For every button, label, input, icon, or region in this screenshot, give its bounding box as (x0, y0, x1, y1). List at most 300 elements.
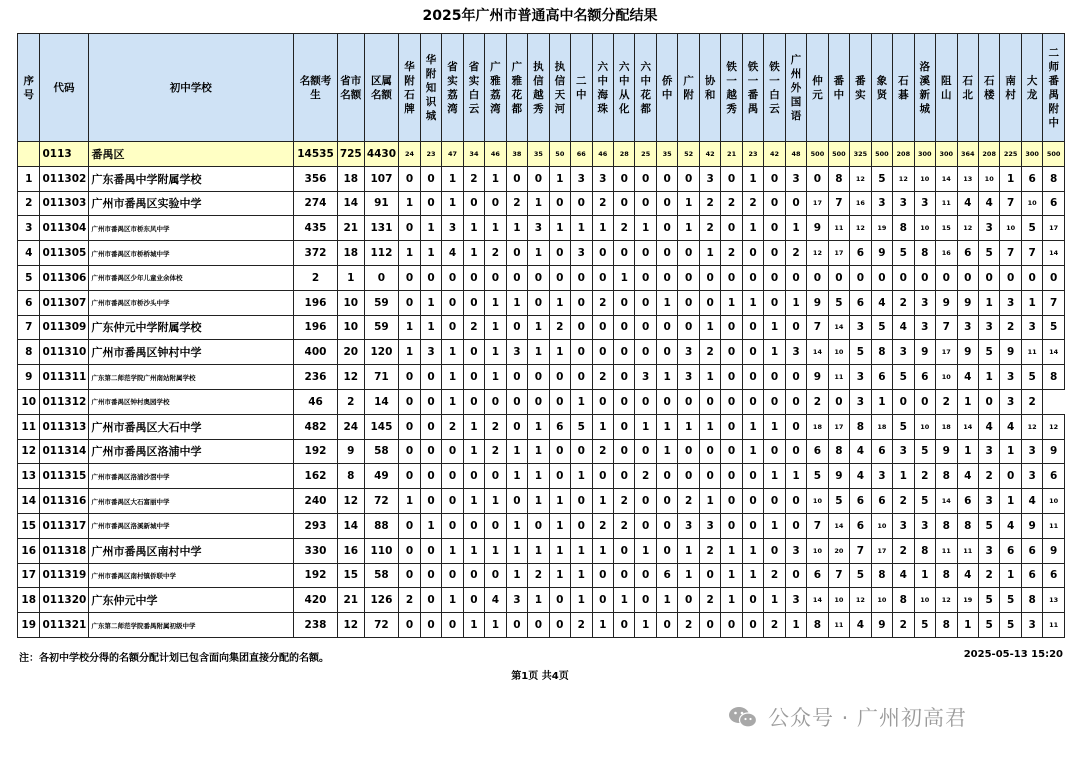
row-target-value: 16 (936, 241, 957, 266)
row-target-value: 500 (807, 142, 828, 167)
row-target-value: 6 (1021, 563, 1042, 588)
row-target-value: 35 (656, 142, 677, 167)
row-target-value: 1 (399, 241, 420, 266)
row-target-value: 1 (699, 365, 720, 390)
row-target-value: 0 (485, 191, 506, 216)
row-target-value: 0 (420, 414, 441, 439)
row-target-value: 0 (785, 389, 806, 414)
row-target-value: 1 (528, 414, 549, 439)
row-target-value: 0 (399, 365, 420, 390)
row-target-value: 42 (699, 142, 720, 167)
row-target-value: 0 (1000, 265, 1021, 290)
row-target-value: 6 (957, 489, 978, 514)
row-code: 011304 (40, 216, 88, 241)
row-school-name: 广州市番禺区少年儿童业余体校 (88, 265, 294, 290)
row-code: 011319 (40, 563, 88, 588)
row-target-value: 1 (420, 216, 441, 241)
row-target-value: 23 (420, 142, 441, 167)
row-target-value: 12 (850, 588, 871, 613)
row-district: 91 (364, 191, 399, 216)
row-target-value: 0 (764, 241, 785, 266)
row-target-value: 0 (420, 166, 441, 191)
col-header-school: 初中学校 (88, 34, 294, 142)
row-target-value: 1 (485, 365, 506, 390)
row-target-value: 325 (850, 142, 871, 167)
table-row (18, 489, 1065, 514)
row-target-value: 4 (957, 191, 978, 216)
row-district: 131 (364, 216, 399, 241)
row-target-value: 1 (764, 588, 785, 613)
row-code: 011307 (40, 290, 88, 315)
row-target-value: 0 (571, 290, 592, 315)
row-seq: 4 (18, 241, 40, 266)
page-title: 2025年广州市普通高中名额分配结果 (422, 8, 658, 24)
row-target-value: 1 (1000, 489, 1021, 514)
row-target-value: 8 (936, 464, 957, 489)
row-target-value: 0 (936, 265, 957, 290)
row-provincial: 14 (337, 191, 364, 216)
row-target-value: 0 (635, 241, 656, 266)
row-target-value: 1 (742, 166, 763, 191)
row-target-value: 300 (1021, 142, 1042, 167)
row-target-value: 1 (592, 414, 613, 439)
col-header-target: 南村 (1000, 34, 1021, 142)
row-target-value: 3 (635, 365, 656, 390)
row-target-value: 2 (699, 588, 720, 613)
row-target-value: 11 (1021, 340, 1042, 365)
row-target-value: 0 (506, 241, 527, 266)
row-target-value: 0 (914, 389, 935, 414)
row-target-value: 11 (957, 538, 978, 563)
row-provincial: 18 (337, 166, 364, 191)
watermark-text: 公众号 · 广州初高君 (768, 706, 968, 730)
row-target-value: 1 (442, 191, 463, 216)
table-row (18, 340, 1065, 365)
row-provincial: 12 (337, 613, 364, 638)
row-target-value: 5 (828, 489, 849, 514)
row-target-value: 0 (463, 265, 484, 290)
row-target-value: 1 (592, 613, 613, 638)
row-target-value: 4 (893, 563, 914, 588)
row-target-value: 46 (592, 142, 613, 167)
row-target-value: 0 (614, 613, 635, 638)
row-target-value: 10 (1000, 216, 1021, 241)
row-target-value: 4 (957, 464, 978, 489)
row-code: 0113 (40, 142, 88, 167)
row-seq: 15 (18, 513, 40, 538)
col-header-target: 仲元 (807, 34, 828, 142)
row-target-value: 3 (678, 513, 699, 538)
row-target-value: 2 (978, 563, 999, 588)
row-target-value: 14 (828, 315, 849, 340)
col-header-target: 铁一越秀 (721, 34, 742, 142)
row-target-value: 6 (914, 365, 935, 390)
row-target-value: 0 (614, 290, 635, 315)
row-target-value: 5 (1000, 588, 1021, 613)
row-target-value: 10 (871, 513, 892, 538)
row-target-value: 3 (978, 315, 999, 340)
row-target-value: 48 (785, 142, 806, 167)
row-district: 49 (364, 464, 399, 489)
row-target-value: 0 (656, 265, 677, 290)
row-target-value: 1 (506, 290, 527, 315)
row-target-value: 0 (656, 513, 677, 538)
row-target-value: 2 (592, 439, 613, 464)
row-target-value: 0 (678, 389, 699, 414)
row-target-value: 0 (528, 265, 549, 290)
table-row (18, 191, 1065, 216)
row-provincial: 16 (337, 538, 364, 563)
row-target-value: 0 (656, 191, 677, 216)
row-target-value: 11 (828, 216, 849, 241)
row-target-value: 9 (914, 340, 935, 365)
row-target-value: 2 (485, 241, 506, 266)
row-target-value: 7 (828, 563, 849, 588)
row-target-value: 5 (893, 414, 914, 439)
row-target-value: 3 (893, 340, 914, 365)
row-target-value: 4 (485, 588, 506, 613)
row-target-value: 1 (549, 166, 570, 191)
row-target-value: 0 (442, 489, 463, 514)
row-target-value: 2 (721, 241, 742, 266)
row-target-value: 2 (463, 315, 484, 340)
row-target-value: 11 (936, 538, 957, 563)
row-target-value: 0 (699, 464, 720, 489)
row-target-value: 0 (549, 241, 570, 266)
row-seq: 3 (18, 216, 40, 241)
row-target-value: 12 (957, 216, 978, 241)
row-district: 107 (364, 166, 399, 191)
row-target-value: 0 (399, 414, 420, 439)
row-target-value: 2 (936, 389, 957, 414)
row-target-value: 0 (656, 340, 677, 365)
district-total-row (18, 142, 1065, 167)
row-target-value: 10 (1043, 489, 1065, 514)
row-target-value: 10 (828, 340, 849, 365)
row-target-value: 1 (699, 489, 720, 514)
row-target-value: 0 (485, 513, 506, 538)
row-target-value: 0 (742, 340, 763, 365)
row-target-value: 1 (871, 389, 892, 414)
col-header-target: 广雅荔湾 (485, 34, 506, 142)
row-target-value: 3 (914, 290, 935, 315)
row-quota-students: 46 (294, 389, 338, 414)
row-target-value: 0 (699, 389, 720, 414)
row-target-value: 0 (742, 588, 763, 613)
row-target-value: 3 (1000, 365, 1021, 390)
row-target-value: 6 (807, 439, 828, 464)
row-school-name: 广东第二师范学院番禺附属初级中学 (88, 613, 294, 638)
row-target-value: 0 (678, 315, 699, 340)
row-target-value: 1 (764, 340, 785, 365)
row-target-value: 500 (871, 142, 892, 167)
row-target-value: 10 (807, 538, 828, 563)
row-target-value: 0 (742, 464, 763, 489)
row-target-value: 1 (571, 563, 592, 588)
row-target-value: 0 (420, 588, 441, 613)
row-provincial: 8 (337, 464, 364, 489)
row-target-value: 0 (528, 290, 549, 315)
table-row (18, 365, 1065, 390)
row-target-value: 1 (785, 290, 806, 315)
row-target-value: 0 (614, 563, 635, 588)
row-target-value: 6 (871, 365, 892, 390)
row-school-name: 广东仲元中学 (88, 588, 294, 613)
row-target-value: 18 (807, 414, 828, 439)
row-target-value: 1 (528, 191, 549, 216)
row-target-value: 0 (614, 464, 635, 489)
row-seq (18, 142, 40, 167)
row-target-value: 0 (656, 241, 677, 266)
row-target-value: 6 (1021, 166, 1042, 191)
row-code: 011320 (40, 588, 88, 613)
row-target-value: 3 (699, 513, 720, 538)
row-target-value: 9 (807, 290, 828, 315)
row-target-value: 7 (936, 315, 957, 340)
row-target-value: 10 (807, 489, 828, 514)
row-target-value: 3 (442, 216, 463, 241)
row-target-value: 1 (764, 464, 785, 489)
row-target-value: 0 (463, 365, 484, 390)
row-target-value: 1 (506, 563, 527, 588)
col-header-provincial: 省市名额 (337, 34, 364, 142)
row-target-value: 4 (893, 315, 914, 340)
row-target-value: 11 (828, 365, 849, 390)
row-school-name: 广州市番禺区实验中学 (88, 191, 294, 216)
row-target-value: 2 (635, 464, 656, 489)
row-target-value: 3 (1021, 464, 1042, 489)
row-target-value: 5 (571, 414, 592, 439)
col-header-target: 二师番禺附中 (1043, 34, 1065, 142)
row-district: 58 (364, 563, 399, 588)
row-target-value: 2 (528, 563, 549, 588)
row-target-value: 0 (957, 265, 978, 290)
row-target-value: 0 (742, 241, 763, 266)
row-district: 59 (364, 290, 399, 315)
row-target-value: 0 (571, 265, 592, 290)
row-target-value: 8 (828, 439, 849, 464)
row-seq: 8 (18, 340, 40, 365)
row-target-value: 0 (764, 365, 785, 390)
row-target-value: 0 (656, 613, 677, 638)
table-row (18, 290, 1065, 315)
row-district: 110 (364, 538, 399, 563)
row-target-value: 0 (764, 290, 785, 315)
row-target-value: 0 (1043, 265, 1065, 290)
row-target-value: 2 (485, 414, 506, 439)
row-code: 011317 (40, 513, 88, 538)
row-provincial: 18 (337, 241, 364, 266)
row-target-value: 0 (463, 340, 484, 365)
row-target-value: 0 (721, 489, 742, 514)
row-target-value: 2 (678, 489, 699, 514)
row-target-value: 3 (678, 340, 699, 365)
row-target-value: 1 (978, 290, 999, 315)
row-target-value: 4 (850, 613, 871, 638)
row-target-value: 5 (1021, 365, 1042, 390)
row-seq: 10 (18, 389, 40, 414)
row-target-value: 1 (957, 389, 978, 414)
row-target-value: 1 (592, 538, 613, 563)
row-target-value: 0 (678, 166, 699, 191)
row-target-value: 0 (442, 439, 463, 464)
row-target-value: 9 (871, 613, 892, 638)
row-target-value: 1 (528, 439, 549, 464)
row-target-value: 3 (914, 191, 935, 216)
row-target-value: 0 (721, 265, 742, 290)
row-target-value: 14 (936, 489, 957, 514)
row-target-value: 0 (463, 191, 484, 216)
row-target-value: 0 (592, 340, 613, 365)
row-target-value: 11 (1043, 513, 1065, 538)
row-seq: 12 (18, 439, 40, 464)
row-code: 011315 (40, 464, 88, 489)
col-header-target: 执信越秀 (528, 34, 549, 142)
row-target-value: 14 (828, 513, 849, 538)
row-target-value: 10 (914, 166, 935, 191)
row-target-value: 3 (893, 439, 914, 464)
row-seq: 9 (18, 365, 40, 390)
row-target-value: 10 (871, 588, 892, 613)
row-target-value: 2 (764, 613, 785, 638)
row-target-value: 9 (1000, 340, 1021, 365)
row-target-value: 6 (1043, 191, 1065, 216)
row-target-value: 1 (399, 191, 420, 216)
row-target-value: 3 (893, 513, 914, 538)
row-target-value: 500 (828, 142, 849, 167)
row-code: 011318 (40, 538, 88, 563)
row-target-value: 1 (678, 563, 699, 588)
row-provincial: 10 (337, 290, 364, 315)
row-target-value: 0 (463, 389, 484, 414)
col-header-target: 六中花都 (635, 34, 656, 142)
row-target-value: 1 (1000, 166, 1021, 191)
row-code: 011309 (40, 315, 88, 340)
row-target-value: 6 (1000, 538, 1021, 563)
row-target-value: 14 (936, 166, 957, 191)
row-target-value: 12 (807, 241, 828, 266)
row-target-value: 8 (850, 414, 871, 439)
row-target-value: 2 (721, 191, 742, 216)
row-target-value: 3 (978, 216, 999, 241)
row-target-value: 1 (506, 538, 527, 563)
row-target-value: 8 (1043, 166, 1065, 191)
row-district: 71 (364, 365, 399, 390)
row-code: 011306 (40, 265, 88, 290)
row-target-value: 4 (957, 563, 978, 588)
row-target-value: 1 (678, 414, 699, 439)
row-target-value: 5 (850, 563, 871, 588)
row-target-value: 0 (742, 365, 763, 390)
row-target-value: 1 (399, 340, 420, 365)
row-target-value: 8 (893, 216, 914, 241)
row-target-value: 2 (506, 191, 527, 216)
row-target-value: 1 (678, 216, 699, 241)
row-target-value: 9 (957, 340, 978, 365)
row-provincial: 21 (337, 588, 364, 613)
row-target-value: 0 (742, 389, 763, 414)
row-target-value: 0 (785, 489, 806, 514)
row-target-value: 6 (871, 489, 892, 514)
row-target-value: 3 (785, 166, 806, 191)
row-school-name: 广州市番禺区钟村奥园学校 (88, 389, 294, 414)
row-target-value: 5 (893, 365, 914, 390)
row-target-value: 0 (828, 389, 849, 414)
row-target-value: 4 (1021, 489, 1042, 514)
row-target-value: 1 (485, 489, 506, 514)
row-target-value: 1 (485, 216, 506, 241)
row-target-value: 17 (828, 241, 849, 266)
row-target-value: 4 (978, 414, 999, 439)
row-target-value: 0 (785, 513, 806, 538)
row-district: 72 (364, 613, 399, 638)
row-target-value: 12 (1021, 414, 1042, 439)
row-target-value: 0 (614, 439, 635, 464)
row-target-value: 1 (893, 464, 914, 489)
row-target-value: 0 (463, 588, 484, 613)
row-target-value: 364 (957, 142, 978, 167)
row-target-value: 0 (635, 389, 656, 414)
row-target-value: 7 (807, 315, 828, 340)
row-provincial: 2 (337, 389, 364, 414)
row-target-value: 5 (914, 613, 935, 638)
row-target-value: 1 (742, 563, 763, 588)
row-target-value: 1 (656, 414, 677, 439)
row-target-value: 42 (764, 142, 785, 167)
row-target-value: 0 (785, 365, 806, 390)
row-target-value: 4 (978, 191, 999, 216)
row-code: 011303 (40, 191, 88, 216)
row-target-value: 3 (978, 538, 999, 563)
row-target-value: 0 (635, 340, 656, 365)
row-target-value: 5 (1043, 315, 1065, 340)
row-target-value: 6 (850, 489, 871, 514)
row-target-value: 5 (1021, 216, 1042, 241)
row-target-value: 0 (399, 290, 420, 315)
row-target-value: 0 (420, 538, 441, 563)
row-district: 59 (364, 315, 399, 340)
row-target-value: 1 (485, 538, 506, 563)
row-target-value: 1 (442, 538, 463, 563)
row-target-value: 1 (656, 290, 677, 315)
row-target-value: 0 (764, 265, 785, 290)
row-target-value: 1 (571, 464, 592, 489)
row-target-value: 1 (463, 538, 484, 563)
row-target-value: 1 (549, 563, 570, 588)
row-district: 72 (364, 489, 399, 514)
row-target-value: 2 (614, 513, 635, 538)
row-target-value: 0 (978, 389, 999, 414)
row-target-value: 3 (506, 588, 527, 613)
row-target-value: 3 (978, 489, 999, 514)
row-target-value: 9 (871, 241, 892, 266)
row-school-name: 广东第二师范学院广州南站附属学校 (88, 365, 294, 390)
row-target-value: 8 (957, 513, 978, 538)
row-target-value: 3 (850, 365, 871, 390)
row-target-value: 1 (528, 315, 549, 340)
row-target-value: 1 (742, 439, 763, 464)
table-row (18, 588, 1065, 613)
row-target-value: 6 (850, 513, 871, 538)
row-target-value: 0 (656, 389, 677, 414)
row-target-value: 0 (807, 166, 828, 191)
row-target-value: 0 (420, 464, 441, 489)
row-quota-students: 240 (294, 489, 338, 514)
row-target-value: 208 (978, 142, 999, 167)
row-target-value: 3 (678, 365, 699, 390)
row-target-value: 1 (442, 365, 463, 390)
row-target-value: 0 (635, 290, 656, 315)
